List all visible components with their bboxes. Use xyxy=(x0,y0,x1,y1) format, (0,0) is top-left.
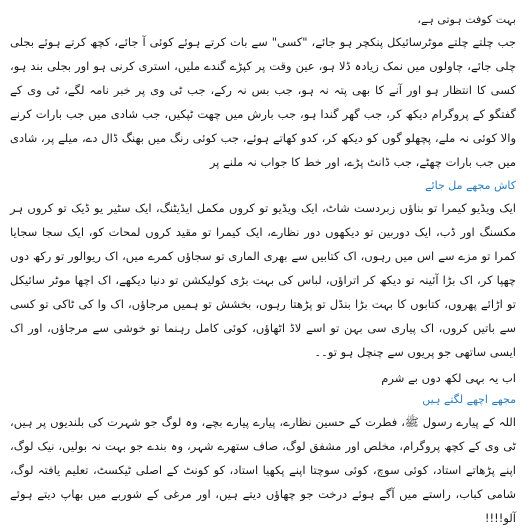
closing-line: اب یہ بہی لکھ دوں بے شرم xyxy=(381,371,516,385)
wishes-paragraph: ایک ویڈیو کیمرا تو بناؤں زبردست شاٹ، ایک ویڈیو تو کروں مکمل ایڈیٹنگ، ایک سٹیر یو ڈیک تو کروں ہر مکسنگ اور ڈب، ایک دوربین تو دیکھوں دور نظارے، ایک کیمرا تو مقید کروں لمحات کو، ایک سجا سجایا کمرا تو مزے سے اس میں رہوں، اک کتابیں سے بھری الماری تو سجاؤں کمرے میں، اک ریوالور تو رکھ دوں چھپا کر، اک بڑا آئینہ تو دیکھ کر اتراؤں، لباس کی بہت بڑی کولیکشن تو دنیا دیکھے، اک اچھا موٹر سائیکل تو اڑائے پھروں، کتابوں کا بہت بڑا بنڈل تو پڑھتا رہوں، بخشش تو ہمیں مرجاؤں، اک وا کی ٹاکی تو کسی سے باتیں کروں، اک پیاری سی بہن تو اسے لاڈ اٹھاؤں، کوئی کامل رہنما تو خوشی سے مرجاؤں، اور اک ایسی ساتھی جو پریوں سے چنچل ہو تو۔۔ xyxy=(10,201,516,359)
wishes-heading: کاش مجھے مل جائے xyxy=(425,179,516,192)
intro-heading: بہت کوفت ہوتی ہے، xyxy=(417,13,516,26)
likes-heading: مجھے اچھے لگتے ہیں xyxy=(422,393,516,406)
annoyances-paragraph: جب چلتے چلتے موٹرسائیکل پنکچر ہو جائے، "کسی" سے بات کرتے ہوئے کوئی آ جائے، کچھ کرتے ہوئے بجلی چلی جائے، چاولوں میں نمک زیادہ ڈلا ہو، عین وقت پر کپڑے گندے ملیں، استری کرنی ہو اور بجلی بند ہو، کسی کا انتظار ہو اور آنے کا بھی پتہ نہ ہو، جب بس نہ رکے، جب ٹی وی پر خبر نامہ لگے، ٹی وی کے گفتگو کے پروگرام دیکھ کر، جب گھر گندا ہو، جب بارش میں چھت ٹپکیں، جب شادی میں جب بارات کرنے والا کوئی نہ ملے، پچھلو گوں کو دیکھ کر، کدو کھاتے ہوئے، جب کوئی رنگ میں بھنگ ڈال دے، میلے پر، شادی میں جب بارات چھٹے، جب ڈانٹ پڑے، اور خط کا جواب نہ ملنے پر xyxy=(10,35,516,169)
likes-paragraph: اللہ کے پیارے رسول ﷺ، فطرت کے حسین نظارے، پیارے پیارے بچے، وہ لوگ جو شہرت کی بلندیوں پر ہیں، ٹی وی کے کچھ پروگرام، مخلص اور مشفق لوگ، صاف ستھرے شہر، وہ بندے جو بہت نہ بولیں، نیک لوگ، اپنے پڑھاتے استاد، کوئی سوچ، کوئی سوچتا اپنے پکھیا استاد، کو کونٹ کے اصلی ٹیکسٹ، تعلیم یافتہ لوگ، شامی کباب، راستے میں آگے ہوئے درخت جو چھاؤں دیتے ہیں، اور مرغی کے شوربے میں بھاپ دیتے ہوئے آلو!!!! xyxy=(10,415,516,525)
